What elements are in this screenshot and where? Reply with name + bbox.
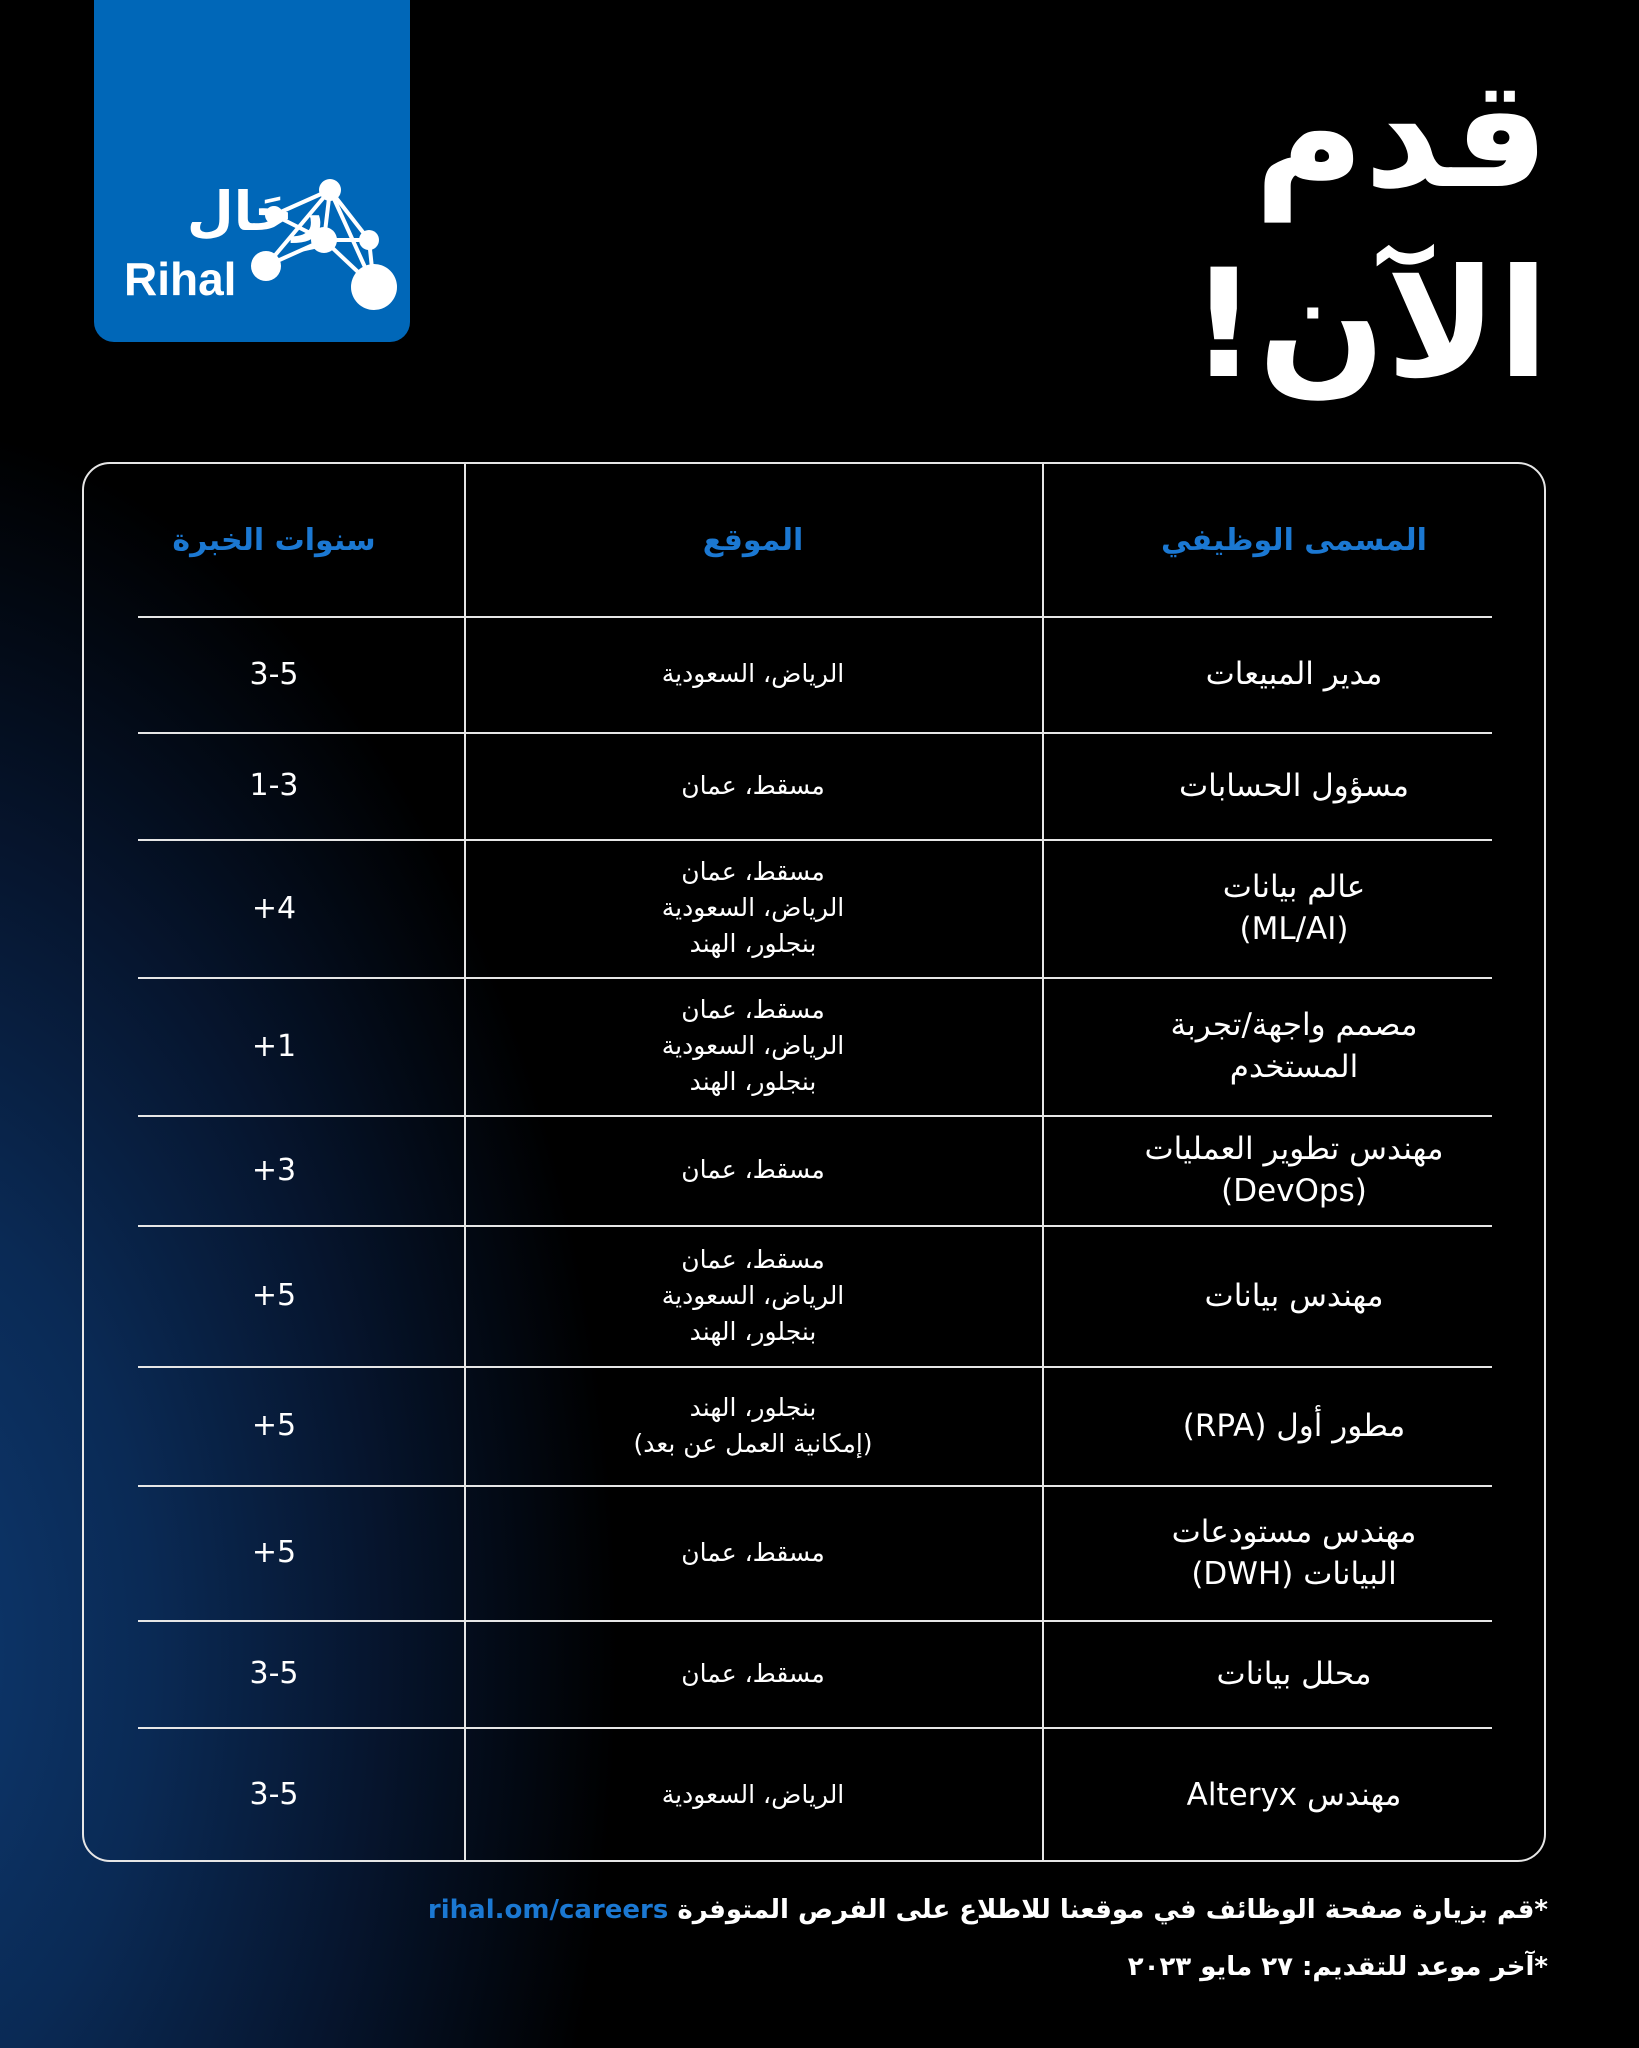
job-title-line: مهندس بيانات — [1204, 1277, 1384, 1314]
header-location: الموقع — [702, 522, 804, 558]
location-cell — [464, 616, 1042, 732]
careers-note — [428, 1895, 1548, 1925]
rihal-logo — [94, 0, 410, 342]
job-title-cell — [1042, 1485, 1546, 1620]
headline — [849, 40, 1549, 420]
experience-cell: +5 — [251, 1408, 297, 1443]
location-line: بنجلور، الهند — [689, 1067, 817, 1096]
location-line: (إمكانية العمل عن بعد) — [633, 1428, 873, 1458]
location-cell — [464, 1225, 1042, 1366]
location-line: مسقط، عمان — [681, 857, 825, 886]
job-title-line: عالم بيانات — [1222, 869, 1366, 905]
location-cell — [464, 1727, 1042, 1862]
job-title-cell — [1042, 1366, 1546, 1485]
location-line: مسقط، عمان — [681, 995, 825, 1024]
experience-cell: +3 — [251, 1152, 297, 1188]
deadline-note: *آخر موعد للتقديم: ٢٧ مايو ٢٠٢٣ — [1127, 1952, 1548, 1982]
job-title-line: مهندس تطوير العمليات — [1144, 1131, 1444, 1167]
header-job-title: المسمى الوظيفي — [1161, 522, 1427, 558]
location-line: مسقط، عمان — [681, 1244, 825, 1274]
location-cell — [464, 1485, 1042, 1620]
location-line: الرياض، السعودية — [661, 1031, 845, 1060]
job-title-cell — [1042, 1225, 1546, 1366]
location-line: بنجلور، الهند — [689, 1316, 817, 1346]
job-title-line: البيانات (DWH) — [1191, 1555, 1397, 1592]
job-title-cell — [1042, 977, 1546, 1115]
careers-note-text: *قم بزيارة صفحة الوظائف في موقعنا للاطلاع على الفرص المتوفرة — [677, 1895, 1548, 1925]
experience-cell: +5 — [251, 1535, 297, 1570]
location-line: الرياض، السعودية — [661, 893, 845, 922]
location-line: الرياض، السعودية — [661, 1280, 845, 1310]
experience-cell: +4 — [251, 890, 297, 926]
job-title-cell — [1042, 732, 1546, 839]
header-experience: سنوات الخبرة — [172, 522, 376, 558]
job-title-cell — [1042, 616, 1546, 732]
logo-english-text: Rihal — [124, 253, 237, 305]
job-title-line: (DevOps) — [1221, 1173, 1367, 1209]
job-title-line: مهندس مستودعات — [1171, 1513, 1417, 1550]
location-line: الرياض، السعودية — [661, 1779, 845, 1809]
experience-cell: 3-5 — [249, 1777, 299, 1812]
location-cell — [464, 1115, 1042, 1225]
location-line: مسقط، عمان — [681, 1658, 825, 1688]
logo-arabic-text: رِحَال — [186, 180, 324, 243]
job-title-line: مهندس Alteryx — [1186, 1776, 1402, 1813]
headline-line1: قدم — [1254, 48, 1549, 222]
jobs-table — [82, 462, 1546, 1862]
location-line: بنجلور، الهند — [689, 1392, 817, 1422]
job-title-cell — [1042, 839, 1546, 977]
job-title-cell — [1042, 1115, 1546, 1225]
headline-line2: الآن! — [1189, 238, 1549, 412]
location-cell — [464, 839, 1042, 977]
location-line: مسقط، عمان — [681, 1155, 825, 1184]
experience-cell: +5 — [251, 1278, 297, 1313]
job-title-line: مدير المبيعات — [1205, 656, 1383, 692]
location-line: مسقط، عمان — [681, 770, 825, 800]
job-title-line: محلل بيانات — [1216, 1655, 1372, 1692]
job-title-cell — [1042, 1727, 1546, 1862]
location-cell — [464, 977, 1042, 1115]
location-cell — [464, 1366, 1042, 1485]
experience-cell: 3-5 — [249, 1656, 299, 1691]
careers-link[interactable]: rihal.om/careers — [427, 1895, 669, 1925]
job-title-line: مطور أول (RPA) — [1182, 1407, 1406, 1444]
experience-cell: +1 — [251, 1028, 297, 1064]
location-line: مسقط، عمان — [681, 1537, 825, 1567]
experience-cell: 1-3 — [249, 768, 299, 803]
location-line: بنجلور، الهند — [689, 929, 817, 958]
location-cell — [464, 732, 1042, 839]
job-title-line: المستخدم — [1229, 1049, 1359, 1085]
job-title-line: مسؤول الحسابات — [1178, 767, 1410, 804]
job-title-line: (ML/AI) — [1239, 911, 1349, 947]
experience-cell: 3-5 — [249, 656, 299, 692]
job-title-line: مصمم واجهة/تجربة — [1170, 1007, 1418, 1043]
job-title-cell — [1042, 1620, 1546, 1727]
location-cell — [464, 1620, 1042, 1727]
location-line: الرياض، السعودية — [661, 659, 845, 688]
